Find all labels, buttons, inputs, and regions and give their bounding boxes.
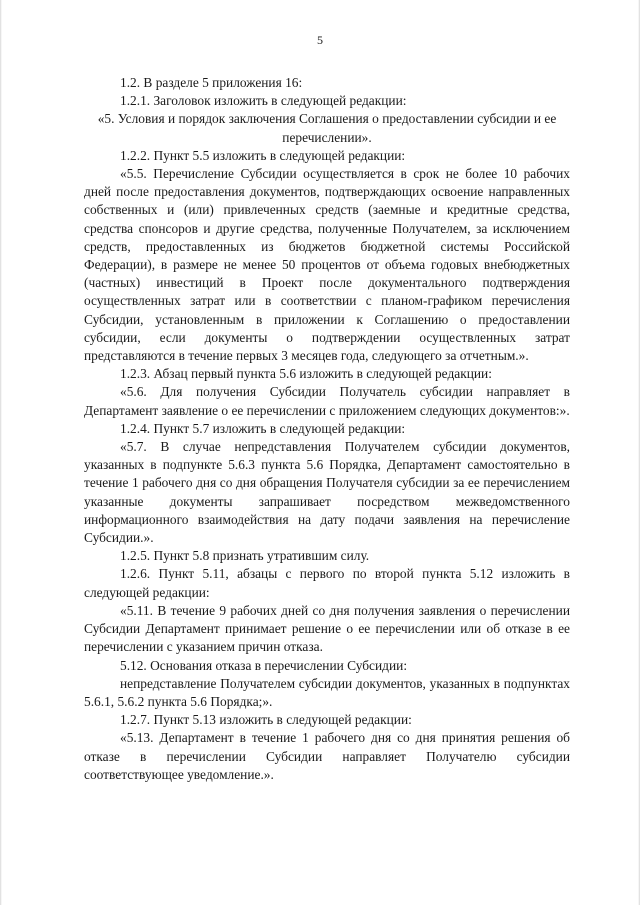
clause-5-6: «5.6. Для получения Субсидии Получатель субсидии направляет в Департамент заявление о ее перечислении с приложением следующих документов:». xyxy=(84,384,570,418)
page-number: 5 xyxy=(317,33,323,47)
clause-5-12: 5.12. Основания отказа в перечислении Субсидии: xyxy=(120,657,408,673)
scan-edge-left xyxy=(0,0,2,905)
item-1-2-4: 1.2.4. Пункт 5.7 изложить в следующей редакции: xyxy=(120,420,406,436)
item-1-2-2: 1.2.2. Пункт 5.5 изложить в следующей редакции: xyxy=(120,147,406,163)
clause-5-12-ground: непредставление Получателем субсидии документов, указанных в подпунктах 5.6.1, 5.6.2 пункта 5.6 Порядка;». xyxy=(84,675,570,709)
item-1-2-6: 1.2.6. Пункт 5.11, абзацы с первого по второй пункта 5.12 изложить в следующей редакции: xyxy=(84,566,570,600)
item-1-2-5: 1.2.5. Пункт 5.8 признать утратившим силу. xyxy=(120,548,370,564)
clause-5-11: «5.11. В течение 9 рабочих дней со дня получения заявления о перечислении Субсидии Департамент принимает решение о ее перечислении или об отказе в ее перечислении с указанием причин отказа. xyxy=(84,602,570,655)
clause-5-7: «5.7. В случае непредставления Получателем субсидии документов, указанных в подпункте 5.6.3 пункта 5.6 Порядка, Департамент самостоятельно в течение 1 рабочего дня со дня обращения Получателя субсидии за ее перечислением указанные документы запрашивает посредством межведомственного информационного взаимодействия на дату подачи заявления на перечисление Субсидии.». xyxy=(84,439,570,546)
item-1-2-1: 1.2.1. Заголовок изложить в следующей редакции: xyxy=(120,93,407,109)
clause-5-5: «5.5. Перечисление Субсидии осуществляется в срок не более 10 рабочих дней после предоставления документов, подтверждающих освоение направленных собственных и (или) привлеченных средств (заемные и кредитные средства, средства спонсоров и другие средства, полученные Получателем, за исключением средств, предоставленных из бюджетов бюджетной системы Российской Федерации), в размере не менее 50 процентов от объема годовых внебюджетных (частных) инвестиций в Проект после документального подтверждения осуществленных затрат или в соответствии с планом-графиком перечисления Субсидии, установленным в приложении к Соглашению о предоставлении субсидии, если документы о подтверждении осуществленных затрат представляются в течение первых 3 месяцев года, следующего за отчетным.». xyxy=(84,166,570,364)
item-1-2-7: 1.2.7. Пункт 5.13 изложить в следующей редакции: xyxy=(120,712,412,728)
clause-5-13: «5.13. Департамент в течение 1 рабочего дня со дня принятия решения об отказе в перечислении Субсидии направляет Получателю субсидии соответствующее уведомление.». xyxy=(84,730,570,782)
section-5-heading: «5. Условия и порядок заключения Соглашения о предоставлении субсидии и ее перечислении». xyxy=(97,111,557,145)
item-1-2-3: 1.2.3. Абзац первый пункта 5.6 изложить в следующей редакции: xyxy=(120,366,492,382)
item-1-2: 1.2. В разделе 5 приложения 16: xyxy=(120,75,303,90)
document-body xyxy=(84,74,570,784)
